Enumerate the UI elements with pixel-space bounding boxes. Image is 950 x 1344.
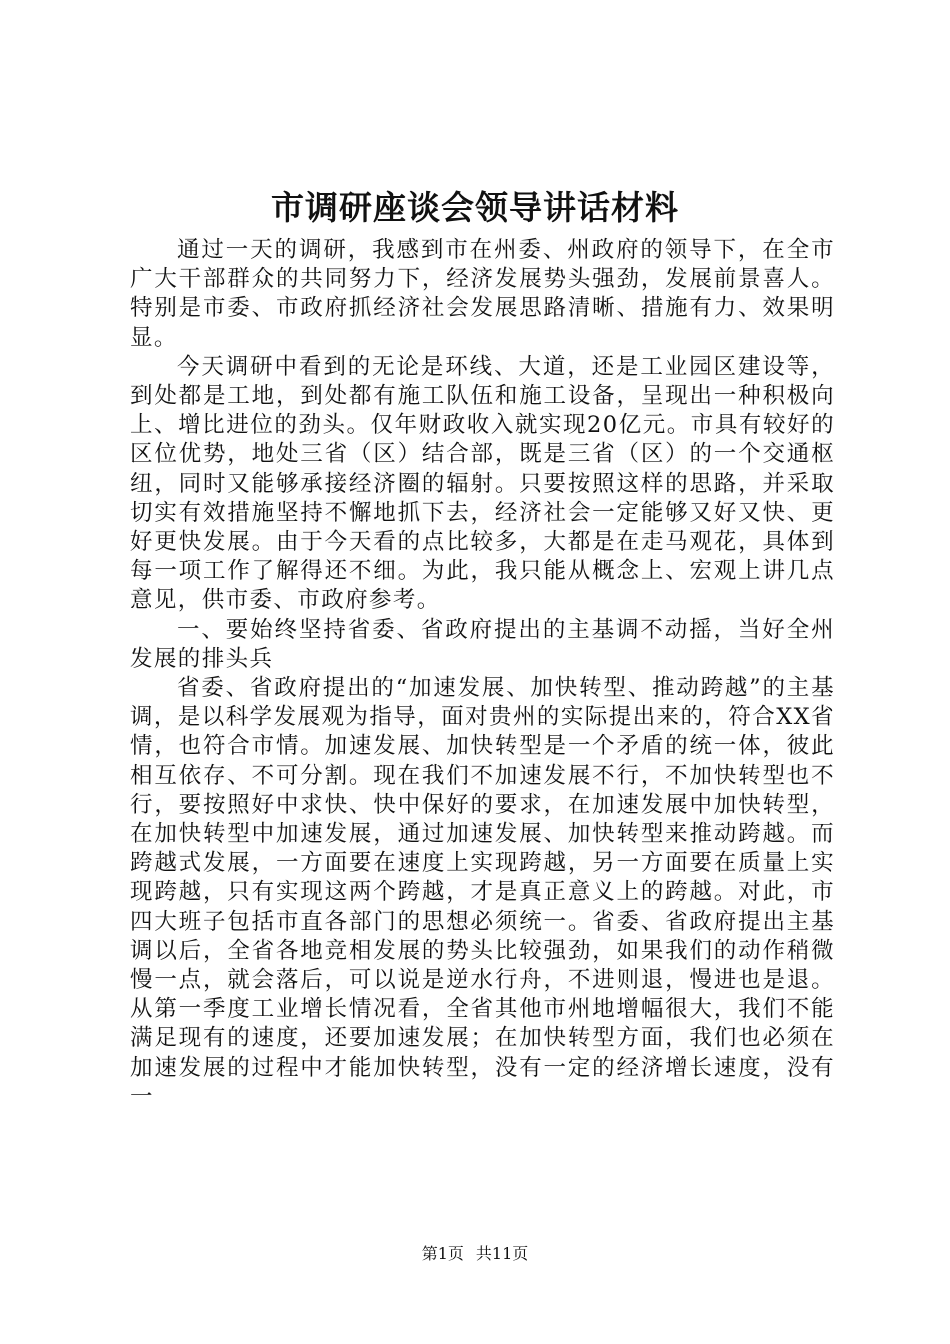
page-total: 共11页 (475, 1244, 529, 1263)
paragraph-observations: 今天调研中看到的无论是环线、大道，还是工业园区建设等，到处都是工地，到处都有施工队伍和施工设备，呈现出一种积极向上、增比进位的劲头。仅年财政收入就实现20亿元。市具有较好的区位优势，地处三省（区）结合部，既是三省（区）的一个交通枢纽，同时又能够承接经济圈的辐射。只要按照这样的思路，并采取切实有效措施坚持不懈地抓下去，经济社会一定能够又好又快、更好更快发展。由于今天看的点比较多，大都是在走马观花，具体到每一项工作了解得还不细。为此，我只能从概念上、宏观上讲几点意见，供市委、市政府参考。 (130, 353, 835, 614)
page-footer (0, 1243, 950, 1265)
page-number: 第1页 (421, 1244, 464, 1263)
section-heading-1: 一、要始终坚持省委、省政府提出的主基调不动摇，当好全州发展的排头兵 (130, 616, 835, 672)
document-title: 市调研座谈会领导讲话材料 (271, 188, 679, 227)
document-body (130, 236, 835, 1112)
paragraph-intro: 通过一天的调研，我感到市在州委、州政府的领导下，在全市广大干部群众的共同努力下，经济发展势头强劲，发展前景喜人。特别是市委、市政府抓经济社会发展思路清晰、措施有力、效果明显。 (130, 237, 835, 351)
paragraph-main-tone: 省委、省政府提出的“加速发展、加快转型、推动跨越”的主基调，是以科学发展观为指导，面对贵州的实际提出来的，符合XX省情，也符合市情。加速发展、加快转型是一个矛盾的统一体，彼此相互依存、不可分割。现在我们不加速发展不行，不加快转型也不行，要按照好中求快、快中保好的要求，在加速发展中加快转型，在加快转型中加速发展，通过加速发展、加快转型来推动跨越。而跨越式发展，一方面要在速度上实现跨越，另一方面要在质量上实现跨越，只有实现这两个跨越，才是真正意义上的跨越。对此，市四大班子包括市直各部门的思想必须统一。省委、省政府提出主基调以后，全省各地竞相发展的势头比较强劲，如果我们的动作稍微慢一点，就会落后，可以说是逆水行舟，不进则退，慢进也是退。从第一季度工业增长情况看，全省其他市州地增幅很大，我们不能满足现有的速度，还要加速发展；在加快转型方面，我们也必须在加速发展的过程中才能加快转型，没有一定的经济增长速度，没有一 (130, 675, 835, 1110)
